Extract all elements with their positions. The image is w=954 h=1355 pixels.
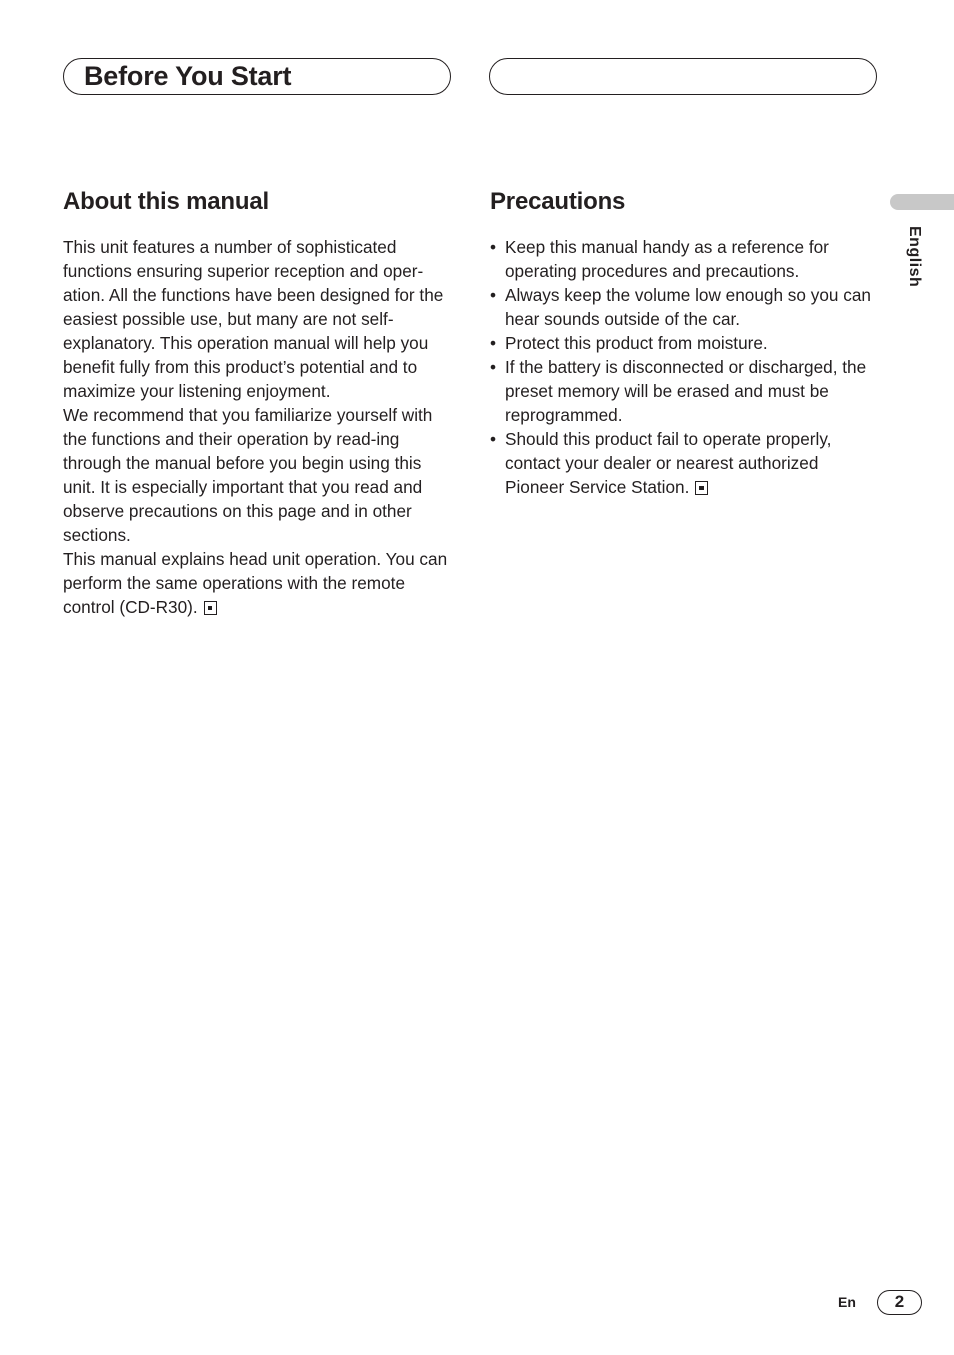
precautions-section xyxy=(490,186,882,499)
list-item xyxy=(490,355,882,427)
list-item-text: Protect this product from moisture. xyxy=(505,333,768,353)
footer-language-code: En xyxy=(838,1294,856,1310)
bullet-icon: • xyxy=(490,333,497,353)
language-tab-label: English xyxy=(906,226,923,288)
page-number: 2 xyxy=(877,1290,922,1315)
section-header-box-empty xyxy=(489,58,877,95)
list-item xyxy=(490,283,882,331)
list-item-text: Always keep the volume low enough so you can hear sounds outside of the car. xyxy=(505,285,871,329)
bullet-icon: • xyxy=(490,357,497,377)
about-paragraph-3-text: This manual explains head unit operation. You can perform the same operations with the remote control (CD-R30). xyxy=(63,549,448,617)
about-manual-body xyxy=(63,235,455,619)
bullet-icon: • xyxy=(490,237,497,257)
about-paragraph-1: This unit features a number of sophisticated functions ensuring superior reception and oper-ation. All the functions have been designed for the easiest possible use, but many are not self-explanatory. This operation manual will help you benefit fully from this product’s potential and to maximize your listening enjoyment. xyxy=(63,237,444,401)
precautions-list xyxy=(490,235,882,499)
section-title: Before You Start xyxy=(84,61,292,91)
about-manual-heading: About this manual xyxy=(63,188,269,215)
section-header-box xyxy=(63,58,451,95)
about-paragraph-3 xyxy=(63,547,455,619)
bullet-icon: • xyxy=(490,285,497,305)
list-item xyxy=(490,331,882,355)
language-tab-marker xyxy=(890,194,954,210)
list-item-text: If the battery is disconnected or discharged, the preset memory will be erased and must be reprogrammed. xyxy=(505,357,867,425)
about-paragraph-2: We recommend that you familiarize yourself with the functions and their operation by read-ing through the manual before you begin using this unit. It is especially important that you read and observe precautions on this page and in other sections. xyxy=(63,405,433,545)
precautions-heading: Precautions xyxy=(490,188,626,215)
bullet-icon: • xyxy=(490,429,497,449)
end-of-section-icon xyxy=(204,601,217,615)
about-manual-section xyxy=(63,186,455,619)
list-item-text: Keep this manual handy as a reference for operating procedures and precautions. xyxy=(505,237,829,281)
end-of-section-icon xyxy=(695,481,708,495)
list-item xyxy=(490,427,882,499)
list-item xyxy=(490,235,882,283)
list-item-text: Should this product fail to operate properly, contact your dealer or nearest authorized Pioneer Service Station. xyxy=(505,429,832,497)
